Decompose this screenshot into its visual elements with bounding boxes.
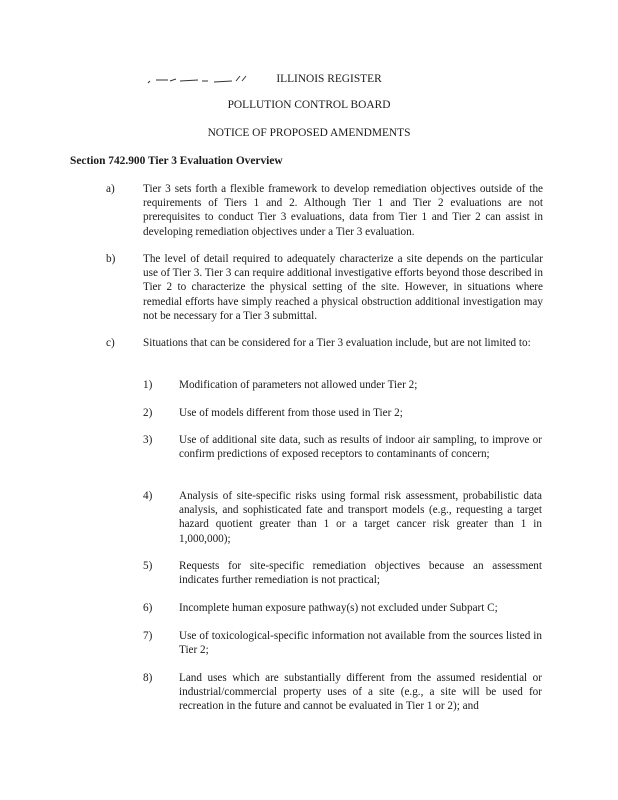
list-item-label: 2) xyxy=(143,407,153,419)
list-item-label: 1) xyxy=(143,379,153,391)
list-item-2 xyxy=(143,406,542,420)
paragraph-text: The level of detail required to adequately characterize a site depends on the particular use of Tier 3. Tier 3 can require additional investigative efforts beyond those described in Tier 2 to characterize the physical setting of the site. However, in situations where remedial efforts have simply reached a physical obstruction additional investigation may not be necessary for a Tier 3 submittal. xyxy=(143,253,543,322)
notice-title: NOTICE OF PROPOSED AMENDMENTS xyxy=(207,127,411,139)
list-item-text: Analysis of site-specific risks using formal risk assessment, probabilistic data analysis, and sophisticated fate and transport models (e.g., requesting a target hazard quotient greater than 1 or a target cancer risk greater than 1 in 1,000,000); xyxy=(179,490,542,545)
paragraph-b xyxy=(106,252,543,323)
list-item-text: Land uses which are substantially different from the assumed residential or industrial/commercial property uses of a site (e.g., a site will be used for recreation in the future and cannot be evaluated in Tier 1 or 2); and xyxy=(179,672,542,713)
list-item-7 xyxy=(143,629,542,657)
list-item-label: 5) xyxy=(143,560,153,572)
list-item-text: Use of toxicological-specific information not available from the sources listed in Tier 2; xyxy=(179,630,542,657)
list-item-text: Incomplete human exposure pathway(s) not excluded under Subpart C; xyxy=(179,602,498,614)
list-item-4 xyxy=(143,489,542,546)
register-title: ILLINOIS REGISTER xyxy=(276,73,382,85)
board-title: POLLUTION CONTROL BOARD xyxy=(227,99,391,111)
paragraph-c xyxy=(106,336,543,350)
list-item-8 xyxy=(143,671,542,714)
paragraph-label: c) xyxy=(106,337,115,349)
list-item-label: 6) xyxy=(143,602,153,614)
list-item-text: Use of additional site data, such as results of indoor air sampling, to improve or confirm predictions of exposed receptors to contaminants of concern; xyxy=(179,434,542,461)
list-item-label: 8) xyxy=(143,672,153,684)
paragraph-text: Tier 3 sets forth a flexible framework to develop remediation objectives outside of the requirements of Tiers 1 and 2. Although Tier 1 and Tier 2 evaluations are not prerequisites to conduct Tier 3 evaluations, data from Tier 1 and Tier 2 can assist in developing remediation objectives under a Tier 3 evaluation. xyxy=(143,183,543,238)
list-item-label: 3) xyxy=(143,434,153,446)
list-item-text: Requests for site-specific remediation objectives because an assessment indicates further remediation is not practical; xyxy=(179,560,542,587)
paragraph-label: b) xyxy=(106,253,116,265)
paragraph-label: a) xyxy=(106,183,115,195)
list-item-5 xyxy=(143,559,542,587)
paragraph-text: Situations that can be considered for a Tier 3 evaluation include, but are not limited to: xyxy=(143,337,531,349)
list-item-label: 7) xyxy=(143,630,153,642)
paragraph-a xyxy=(106,182,543,239)
section-heading: Section 742.900 Tier 3 Evaluation Overview xyxy=(70,155,283,167)
list-item-text: Modification of parameters not allowed under Tier 2; xyxy=(179,379,418,391)
list-item-1 xyxy=(143,378,542,392)
list-item-text: Use of models different from those used in Tier 2; xyxy=(179,407,403,419)
list-item-6 xyxy=(143,601,542,615)
list-item-3 xyxy=(143,433,542,461)
list-item-label: 4) xyxy=(143,490,153,502)
